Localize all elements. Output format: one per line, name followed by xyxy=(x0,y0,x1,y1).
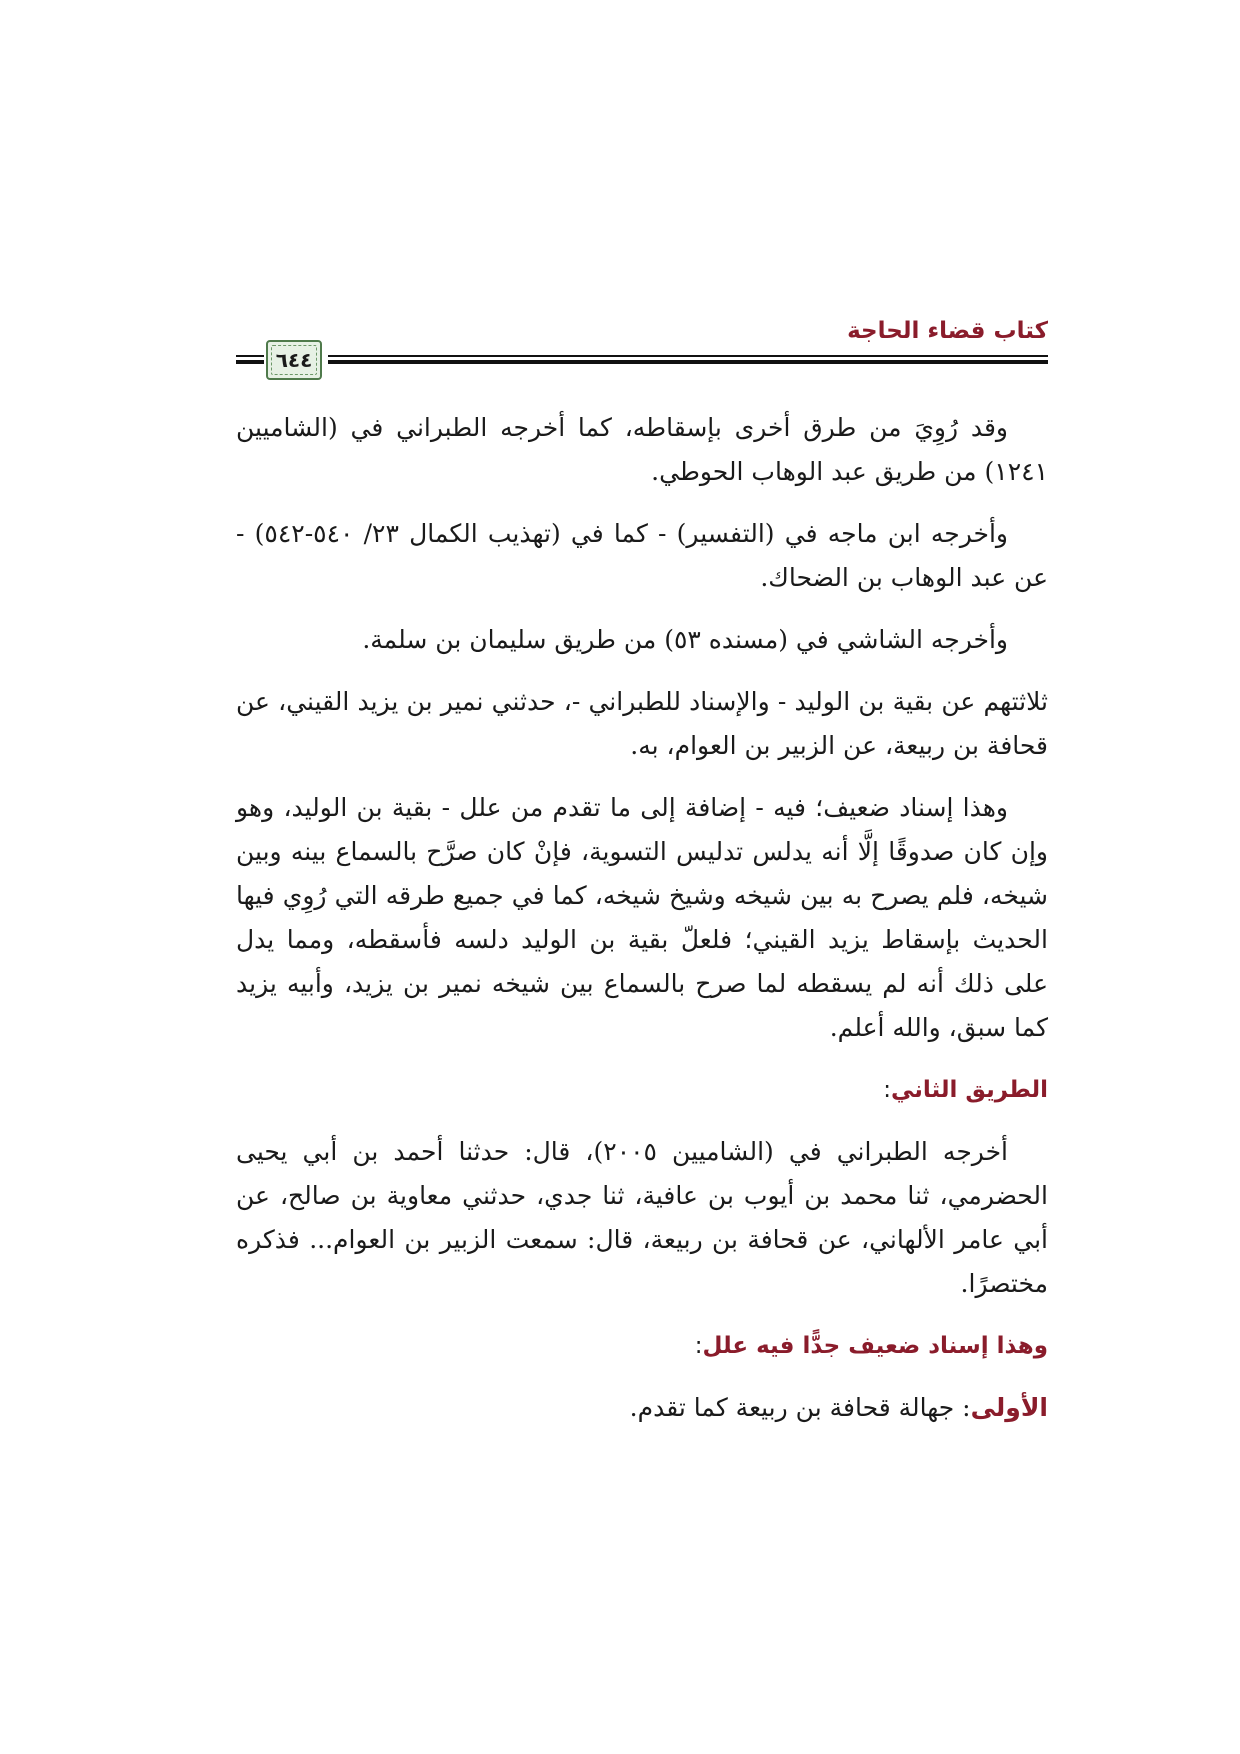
page-header xyxy=(236,318,1048,390)
paragraph-three-narrators: ثلاثتهم عن بقية بن الوليد - والإسناد للطبراني -، حدثني نمير بن يزيد القيني، عن قحافة بن ربيعة، عن الزبير بن العوام، به. xyxy=(236,687,1048,760)
illness-heading-colon: : xyxy=(694,1333,703,1359)
page-body xyxy=(236,406,1048,1448)
first-illness-text: : جهالة قحافة بن ربيعة كما تقدم. xyxy=(629,1393,971,1422)
page-number: ٦٤٤ xyxy=(275,348,313,372)
first-illness-label: الأولى xyxy=(970,1393,1048,1422)
section-heading-text: الطريق الثاني xyxy=(890,1077,1048,1103)
paragraph-weak-chain: وهذا إسناد ضعيف؛ فيه - إضافة إلى ما تقدم من علل - بقية بن الوليد، وهو وإن كان صدوقًا إلَّا أنه يدلس تدليس التسوية، فإنْ كان صرَّح بالسماع بينه وبين شيخه، فلم يصرح به بين شيخه وشيخ شيخه، كما في جميع طرقه التي رُوِي فيها الحديث بإسقاط يزيد القيني؛ فلعلّ بقية بن الوليد دلسه فأسقطه، ومما يدل على ذلك أنه لم يسقطه لما صرح بالسماع بين شيخه نمير بن يزيد، وأبيه يزيد كما سبق، والله أعلم. xyxy=(236,793,1048,1042)
header-rule-thin xyxy=(328,355,1048,357)
illness-heading-text: وهذا إسناد ضعيف جدًّا فيه علل xyxy=(702,1333,1048,1359)
page-number-badge xyxy=(266,340,322,380)
illness-heading xyxy=(236,1324,1048,1368)
header-rule-thick xyxy=(328,360,1048,364)
header-rule-left-thin xyxy=(236,355,264,357)
paragraph-ibn-majah: وأخرجه ابن ماجه في (التفسير) - كما في (تهذيب الكمال ٢٣/ ٥٤٠-٥٤٢) - عن عبد الوهاب بن الضحاك. xyxy=(236,519,1048,592)
paragraph-shashi: وأخرجه الشاشي في (مسنده ٥٣) من طريق سليمان بن سلمة. xyxy=(362,625,1008,654)
paragraph-first-illness xyxy=(236,1386,1048,1430)
section-heading-second-route xyxy=(236,1068,1048,1112)
book-title: كتاب قضاء الحاجة xyxy=(847,318,1048,344)
paragraph-tabarani-second: أخرجه الطبراني في (الشاميين ٢٠٠٥)، قال: حدثنا أحمد بن أبي يحيى الحضرمي، ثنا محمد بن أيوب بن عافية، ثنا جدي، حدثني معاوية بن صالح، عن أبي عامر الألهاني، عن قحافة بن ربيعة، قال: سمعت الزبير بن العوام... فذكره مختصرًا. xyxy=(236,1137,1048,1298)
header-rule-left-thick xyxy=(236,360,264,364)
section-heading-colon: : xyxy=(883,1077,891,1103)
paragraph-other-routes: وقد رُوِيَ من طرق أخرى بإسقاطه، كما أخرجه الطبراني في (الشاميين ١٢٤١) من طريق عبد الوهاب الحوطي. xyxy=(236,413,1048,486)
